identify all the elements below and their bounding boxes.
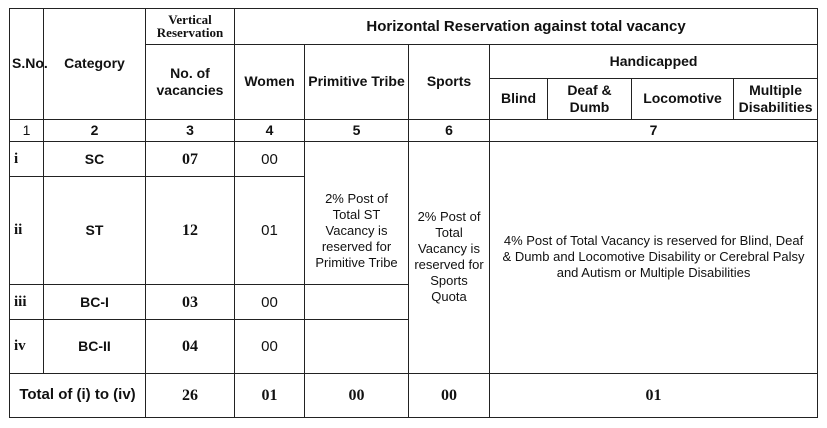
total-women: 01 (235, 373, 305, 417)
vacancy-reservation-table (9, 8, 818, 418)
total-vacancies: 26 (146, 373, 235, 417)
row-sno: iv (10, 320, 44, 373)
column-number-2: 2 (44, 119, 146, 141)
column-number-5: 5 (305, 119, 409, 141)
row-category: ST (44, 177, 146, 285)
row-vacancies: 03 (146, 285, 235, 320)
column-number-6: 6 (409, 119, 490, 141)
column-number-7: 7 (490, 119, 818, 141)
column-number-1: 1 (10, 119, 44, 141)
primitive-tribe-reservation-note: 2% Post of Total ST Vacancy is reserved for Primitive Tribe (305, 177, 409, 285)
total-handicapped: 01 (490, 373, 818, 417)
column-number-3: 3 (146, 119, 235, 141)
header-blind: Blind (490, 78, 548, 119)
header-women: Women (235, 44, 305, 119)
row-women: 01 (235, 177, 305, 285)
header-no-of-vacancies: No. of vacancies (146, 44, 235, 119)
primitive-tribe-blank-cell (305, 285, 409, 320)
total-label: Total of (i) to (iv) (10, 373, 146, 417)
header-horizontal-reservation: Horizontal Reservation against total vacancy (235, 9, 818, 45)
sports-reservation-note: 2% Post of Total Vacancy is reserved for Sports Quota (409, 141, 490, 373)
header-category: Category (44, 9, 146, 120)
row-sno: iii (10, 285, 44, 320)
header-primitive-tribe: Primitive Tribe (305, 44, 409, 119)
header-locomotive: Locomotive (632, 78, 734, 119)
column-number-4: 4 (235, 119, 305, 141)
row-category: SC (44, 141, 146, 177)
row-women: 00 (235, 141, 305, 177)
primitive-tribe-blank-cell (305, 320, 409, 373)
row-category: BC-II (44, 320, 146, 373)
row-vacancies: 12 (146, 177, 235, 285)
row-women: 00 (235, 285, 305, 320)
total-sports: 00 (409, 373, 490, 417)
header-multiple-disabilities: Multiple Disabilities (734, 78, 818, 119)
primitive-tribe-blank-cell (305, 141, 409, 177)
total-primitive-tribe: 00 (305, 373, 409, 417)
handicapped-reservation-note: 4% Post of Total Vacancy is reserved for Blind, Deaf & Dumb and Locomotive Disability or Cerebral Palsy and Autism or Multiple Disabilities (490, 141, 818, 373)
row-vacancies: 04 (146, 320, 235, 373)
row-women: 00 (235, 320, 305, 373)
header-deaf-dumb: Deaf & Dumb (548, 78, 632, 119)
header-handicapped: Handicapped (490, 44, 818, 78)
row-sno: i (10, 141, 44, 177)
header-vertical-reservation: Vertical Reservation (146, 9, 235, 45)
row-sno: ii (10, 177, 44, 285)
header-sno: S.No. (10, 9, 44, 120)
row-category: BC-I (44, 285, 146, 320)
header-sports: Sports (409, 44, 490, 119)
row-vacancies: 07 (146, 141, 235, 177)
